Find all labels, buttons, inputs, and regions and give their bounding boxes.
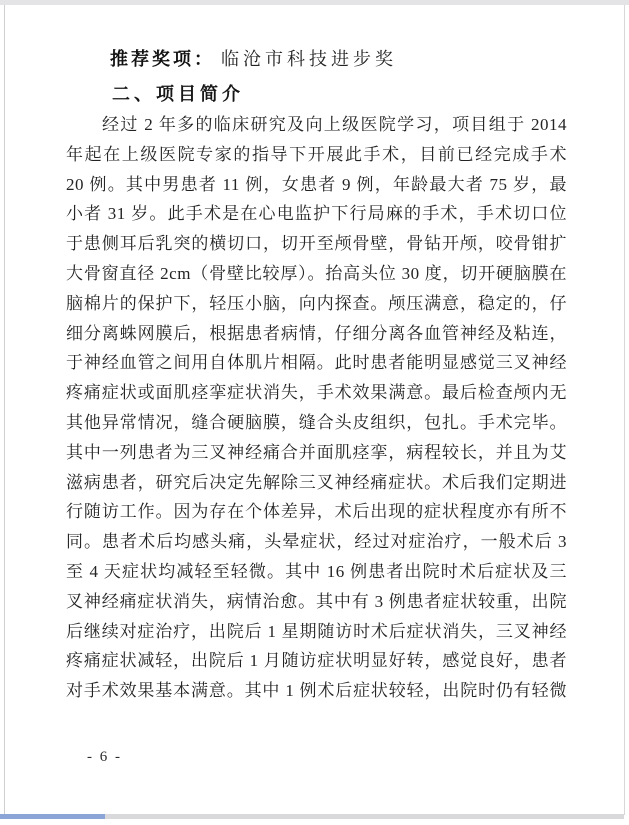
paragraph-line: 于患侧耳后乳突的横切口，切开至颅骨壁，骨钻开颅，咬骨钳扩 <box>66 234 567 254</box>
page-right-border <box>624 5 625 815</box>
paragraph-line: 叉神经痛症状消失，病情治愈。其中有 3 例患者症状较重，出院 <box>66 591 567 611</box>
paragraph-line: 20 例。其中男患者 11 例，女患者 9 例，年龄最大者 75 岁，最 <box>66 174 567 194</box>
paragraph-line: 大骨窗直径 2cm（骨壁比较厚）。抬高头位 30 度，切开硬脑膜在 <box>66 263 567 283</box>
paragraph-line: 疼痛症状减轻，出院后 1 月随访症状明显好转，感觉良好，患者 <box>66 651 567 671</box>
body-paragraph <box>66 110 567 706</box>
paragraph-line: 小者 31 岁。此手术是在心电监护下行局麻的手术，手术切口位 <box>66 204 567 224</box>
paragraph-line: 脑棉片的保护下，轻压小脑，向内探查。颅压满意，稳定的，仔 <box>66 293 567 313</box>
paragraph-line: 至 4 天症状均减轻至轻微。其中 16 例患者出院时术后症状及三 <box>66 561 567 581</box>
paragraph-line: 疼痛症状或面肌痉挛症状消失，手术效果满意。最后检查颅内无 <box>66 383 567 403</box>
award-heading <box>110 46 590 72</box>
paragraph-line: 其中一列患者为三叉神经痛合并面肌痉挛，病程较长，并且为艾 <box>66 442 567 462</box>
paragraph-line: 经过 2 年多的临床研究及向上级医院学习，项目组于 2014 <box>102 115 567 134</box>
paragraph-line: 同。患者术后均感头痛，头晕症状，经过对症治疗，一般术后 3 <box>66 532 567 552</box>
paragraph-line: 对手术效果基本满意。其中 1 例术后症状较轻，出院时仍有轻微 <box>66 681 567 701</box>
paragraph-line: 滋病患者，研究后决定先解除三叉神经痛症状。术后我们定期进 <box>66 472 567 492</box>
paragraph-line: 行随访工作。因为存在个体差异，术后出现的症状程度亦有所不 <box>66 502 567 522</box>
paragraph-line: 其他异常情况，缝合硬脑膜，缝合头皮组织，包扎。手术完毕。 <box>66 412 567 432</box>
award-value: 临沧市科技进步奖 <box>221 49 397 69</box>
page-number: - 6 - <box>87 749 122 765</box>
page-left-border <box>4 5 5 815</box>
horizontal-scrollbar[interactable] <box>0 814 624 819</box>
award-label: 推荐奖项： <box>110 49 215 69</box>
section-heading: 二、项目简介 <box>112 84 244 104</box>
paragraph-line: 细分离蛛网膜后，根据患者病情，仔细分离各血管神经及粘连， <box>66 323 567 343</box>
paragraph-line: 后继续对症治疗，出院后 1 星期随访时术后症状消失，三叉神经 <box>66 621 567 641</box>
paragraph-line: 年起在上级医院专家的指导下开展此手术，目前已经完成手术 <box>66 144 567 164</box>
viewer-top-edge <box>0 0 629 5</box>
paragraph-line: 于神经血管之间用自体肌片相隔。此时患者能明显感觉三叉神经 <box>66 353 567 373</box>
scrollbar-thumb[interactable] <box>0 814 105 819</box>
